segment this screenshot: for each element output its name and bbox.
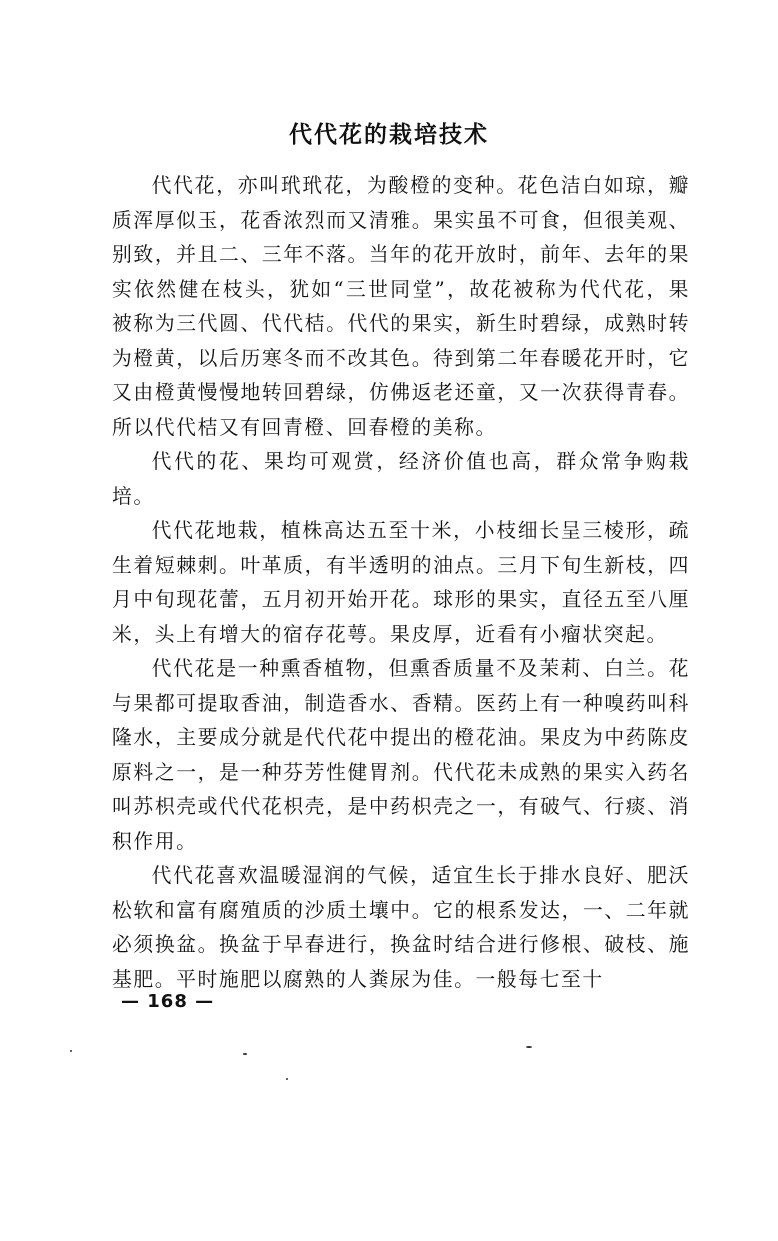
paragraph-5: 代代花喜欢温暖湿润的气候，适宜生长于排水良好、肥沃松软和富有腐殖质的沙质土壤中。它的根系发达，一、二年就必须换盆。换盆于早春进行，换盆时结合进行修根、破枝、施基肥。平时施肥以腐熟的人粪尿为佳。一般每七至十: [112, 864, 690, 991]
article-body: [112, 169, 690, 997]
scan-speck: [526, 1046, 532, 1048]
paragraph-2: 代代的花、果均可观赏，经济价值也高，群众常争购栽培。: [112, 450, 690, 508]
page-title: 代代花的栽培技术: [289, 122, 489, 148]
scan-speck: [70, 1050, 72, 1052]
scan-speck: [286, 1078, 288, 1080]
scan-speck: [243, 1053, 247, 1055]
paragraph-4: 代代花是一种熏香植物，但熏香质量不及茉莉、白兰。花与果都可提取香油，制造香水、香精。医药上有一种嗅药叫科隆水，主要成分就是代代花中提出的橙花油。果皮为中药陈皮原料之一，是一种芬芳性健胃剂。代代花未成熟的果实入药名叫苏枳壳或代代花枳壳，是中药枳壳之一，有破气、行痰、消积作用。: [112, 657, 690, 853]
page-number: — 168 —: [121, 991, 215, 1012]
paragraph-3: 代代花地栽，植株高达五至十米，小枝细长呈三棱形，疏生着短棘刺。叶革质，有半透明的油点。三月下旬生新枝，四月中旬现花蕾，五月初开始开花。球形的果实，直径五至八厘米，头上有增大的宿存花萼。果皮厚，近看有小瘤状突起。: [112, 519, 690, 646]
paragraph-1: 代代花，亦叫玳玳花，为酸橙的变种。花色洁白如琼，瓣质浑厚似玉，花香浓烈而又清雅。果实虽不可食，但很美观、别致，并且二、三年不落。当年的花开放时，前年、去年的果实依然健在枝头，犹如“三世同堂”，故花被称为代代花，果被称为三代圆、代代桔。代代的果实，新生时碧绿，成熟时转为橙黄，以后历寒冬而不改其色。待到第二年春暖花开时，它又由橙黄慢慢地转回碧绿，仿佛返老还童，又一次获得青春。所以代代桔又有回青橙、回春橙的美称。: [112, 174, 690, 439]
